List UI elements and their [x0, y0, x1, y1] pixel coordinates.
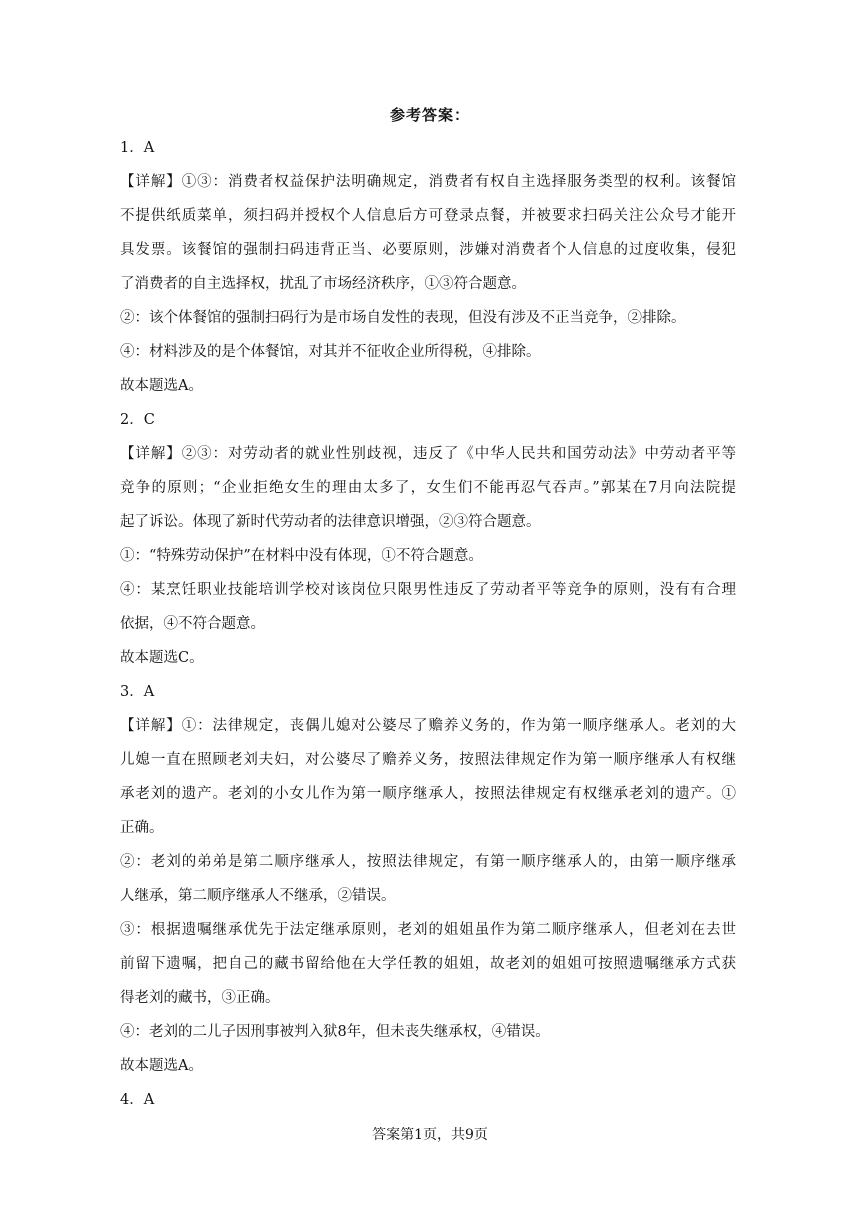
- text-line: 依据，④不符合题意。: [120, 616, 265, 632]
- text-line: 前留下遗嘱，把自己的藏书留给他在大学任教的姐姐，故老刘的姐姐可按照遗嘱继承方式获: [120, 956, 736, 972]
- text-line: 儿媳一直在照顾老刘夫妇，对公婆尽了赡养义务，按照法律规定作为第一顺序继承人有权继: [120, 752, 736, 768]
- text-line: 人继承，第二顺序继承人不继承，②错误。: [120, 888, 396, 904]
- text-line: ④：材料涉及的是个体餐馆，对其并不征收企业所得税，④排除。: [120, 344, 541, 360]
- text-line: ④：某烹饪职业技能培训学校对该岗位只限男性违反了劳动者平等竞争的原则，没有有合理: [120, 582, 736, 598]
- text-line: 承老刘的遗产。老刘的小女儿作为第一顺序继承人，按照法律规定有权继承老刘的遗产。①: [120, 786, 736, 802]
- text-line: ①：“特殊劳动保护”在材料中没有体现，①不符合题意。: [120, 548, 483, 564]
- text-line: 故本题选A。: [120, 1058, 203, 1074]
- text-line: 起了诉讼。体现了新时代劳动者的法律意识增强，②③符合题意。: [120, 514, 541, 530]
- text-line: 竞争的原则；“企业拒绝女生的理由太多了，女生们不能再忍气吞声。”郭某在7月向法院提: [120, 480, 736, 496]
- text-line: 【详解】①③：消费者权益保护法明确规定，消费者有权自主选择服务类型的权利。该餐馆: [120, 174, 736, 190]
- text-line: 正确。: [120, 820, 164, 836]
- page-title: 参考答案：: [389, 106, 470, 124]
- text-line: 了消费者的自主选择权，扰乱了市场经济秩序，①③符合题意。: [120, 276, 526, 292]
- text-line: 不提供纸质菜单，须扫码并授权个人信息后方可登录点餐，并被要求扫码关注公众号才能开: [120, 208, 736, 224]
- text-line: 得老刘的藏书，③正确。: [120, 990, 280, 1006]
- text-line: 4．A: [120, 1092, 155, 1108]
- text-line: 故本题选C。: [120, 650, 204, 666]
- text-line: 【详解】①：法律规定，丧偶儿媳对公婆尽了赡养义务的，作为第一顺序继承人。老刘的大: [120, 718, 736, 734]
- answer-content: [120, 131, 736, 1117]
- text-line: 故本题选A。: [120, 378, 203, 394]
- text-line: 3．A: [120, 684, 155, 700]
- text-line: ②：该个体餐馆的强制扫码行为是市场自发性的表现，但没有涉及不正当竞争，②排除。: [120, 310, 686, 326]
- text-line: 具发票。该餐馆的强制扫码违背正当、必要原则，涉嫌对消费者个人信息的过度收集，侵犯: [120, 242, 736, 258]
- text-line: ④：老刘的二儿子因刑事被判入狱8年，但未丧失继承权，④错误。: [120, 1024, 550, 1040]
- page-footer: 答案第1页，共9页: [372, 1127, 488, 1143]
- text-line: 2．C: [120, 412, 155, 428]
- text-line: ③：根据遗嘱继承优先于法定继承原则，老刘的姐姐虽作为第二顺序继承人，但老刘在去世: [120, 922, 736, 938]
- text-line: ②：老刘的弟弟是第二顺序继承人，按照法律规定，有第一顺序继承人的，由第一顺序继承: [120, 854, 736, 870]
- text-line: 1．A: [120, 140, 155, 156]
- text-line: 【详解】②③：对劳动者的就业性别歧视，违反了《中华人民共和国劳动法》中劳动者平等: [120, 446, 736, 462]
